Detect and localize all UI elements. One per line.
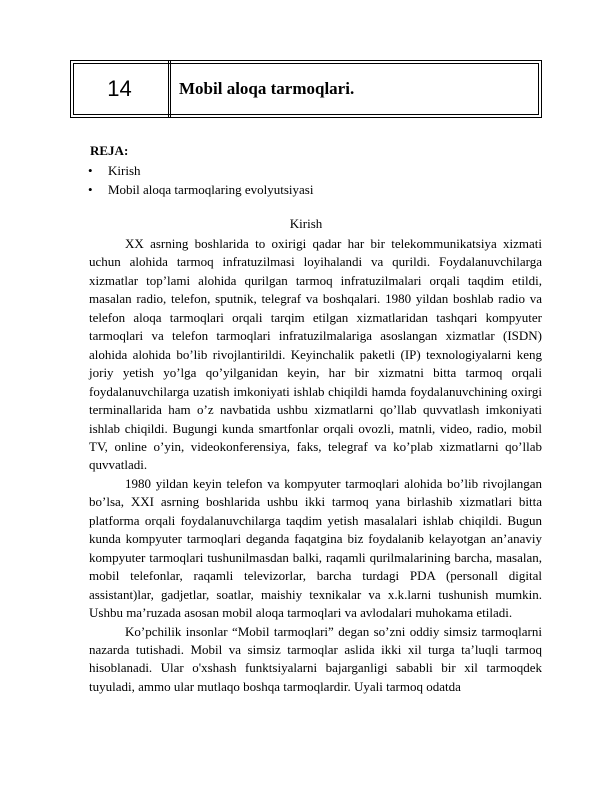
plan-item bbox=[88, 181, 313, 200]
paragraph: XX asrning boshlarida to oxirigi qadar har bir telekommunikatsiya xizmati uchun alohida tarmoq infratuzilmasi loyihalandi va qurildi. Foydalanuvchilarga xizmatlar top’lami alohida qurilgan tarmoq infratuzilmalari orqali taqdim etildi, masalan radio, telefon, sputnik, telegraf va boshqalari. 1980 yildan boshlab radio va telefon aloqa tarmoqlari orqali tarqim etilgan xizmatlaridan tashqari kompyuter tarmoqlari va telefon tarmoqlari infratuzilmalariga asoslangan xizmatlar (ISDN) alohida alohida bo’lib rivojlantirildi. Keyinchalik paketli (IP) texnologiyalarni keng joriy yetish yo’lga qo’yilganidan keyin, har bir xizmatni bitta tarmoq orqali foydalanuvchilarga uzatish imkoniyati ishlab chiqildi hamda foydalanuvchining oxirgi terminallarida ham o’z navbatida ushbu xizmatlarni qo’llab quvvatlash imkoniyati ishlab chiqildi. Bugungi kunda smartfonlar orqali ovozli, matnli, video, radio, mobil TV, online o’yin, videokonferensiya, faks, telegraf va ko’plab xizmatlarni qo’llab quvvatladi. bbox=[89, 236, 542, 473]
section-heading: Kirish bbox=[289, 216, 323, 231]
chapter-header bbox=[70, 60, 542, 118]
plan-list bbox=[88, 162, 313, 199]
plan-item-label: Mobil aloqa tarmoqlaring evolyutsiyasi bbox=[108, 181, 314, 197]
plan-item-label: Kirish bbox=[108, 163, 141, 178]
bullet-icon: • bbox=[88, 163, 93, 178]
paragraph: 1980 yildan keyin telefon va kompyuter tarmoqlari alohida bo’lib rivojlangan bo’lsa, XXI asrning boshlarida ushbu ikki tarmoq yana birlashib xizmatlari bitta platforma orqali foydalanuvchilarga taqdim yetish masalalari ishlab chiqildi. Bugun kunda kompyuter tarmoqlari deganda faqatgina biz foydalanib kelayotgan an’anaviy kompyuter tarmoqlari tushunilmasdan balki, raqamli qurilmalarining barcha, masalan, mobil telefonlar, raqamli televizorlar, barcha turdagi PDA (personall digital assistant)lar, gadjetlar, soatlar, maishiy texnikalar va x.k.larni tushunish mumkin. Ushbu ma’ruzada asosan mobil aloqa tarmoqlari va avlodalari muhokama etiladi. bbox=[89, 475, 542, 621]
plan-label: REJA: bbox=[90, 143, 129, 158]
body-text bbox=[89, 235, 542, 696]
plan-item bbox=[88, 162, 313, 181]
paragraph: Ko’pchilik insonlar “Mobil tarmoqlari” degan so’zni oddiy simsiz tarmoqlarni nazarda tutishadi. Mobil va simsiz tarmoqlar aslida ikki xil turga ta’luqli tarmoq hisoblanadi. Ular o'xshash funktsiyalarni bajarganligi sababli bir xil tarmoqdek tuyuladi, ammo ular mutlaqo boshqa tarmoqlardir. Uyali tarmoq odatda bbox=[89, 623, 542, 694]
chapter-number: 14 bbox=[71, 61, 171, 117]
bullet-icon: • bbox=[88, 181, 93, 197]
chapter-title: Mobil aloqa tarmoqlari. bbox=[179, 79, 355, 98]
